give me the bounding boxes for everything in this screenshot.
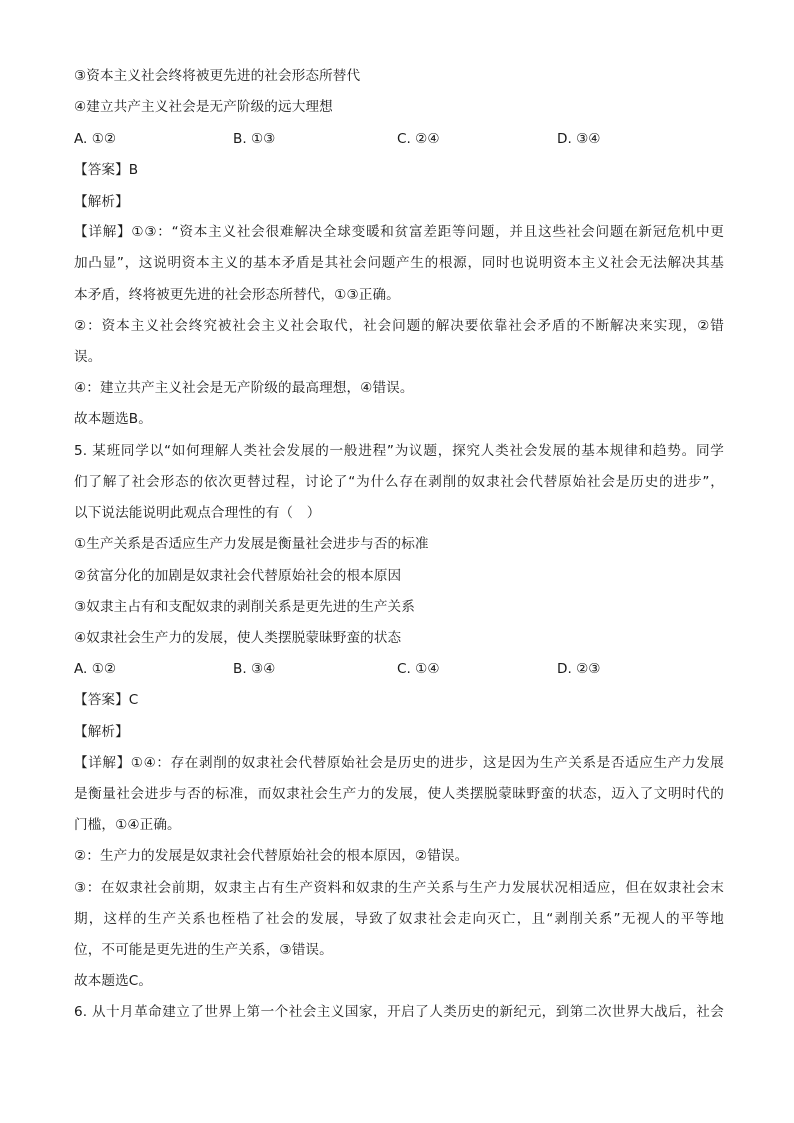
q4-item-3: ③资本主义社会终将被更先进的社会形态所替代 — [74, 68, 361, 84]
q5-item-3: ③奴隶主占有和支配奴隶的剥削关系是更先进的生产关系 — [74, 599, 415, 615]
q4-option-d: D. ③④ — [557, 131, 601, 147]
q4-analysis-heading: 【解析】 — [74, 194, 129, 210]
q4-detail-line-1: 【详解】①③：“资本主义社会很难解决全球变暖和贫富差距等问题，并且这些社会问题在新冠危机中更 — [74, 224, 724, 240]
q5-detail-line-4: ②：生产力的发展是奴隶社会代替原始社会的根本原因，②错误。 — [74, 848, 469, 864]
q5-stem-line-2: 们了解了社会形态的依次更替过程，讨论了“为什么存在剥削的奴隶社会代替原始社会是历史的进步”， — [74, 474, 724, 490]
q5-item-4: ④奴隶社会生产力的发展，使人类摆脱蒙昧野蛮的状态 — [74, 630, 402, 646]
q5-stem-line-1: 5. 某班同学以“如何理解人类社会发展的一般进程”为议题，探究人类社会发展的基本规律和趋势。同学 — [74, 443, 724, 459]
q5-answer: 【答案】C — [74, 692, 139, 708]
q5-conclusion: 故本题选C。 — [74, 973, 153, 989]
q4-answer: 【答案】B — [74, 162, 139, 178]
q5-analysis-heading: 【解析】 — [74, 724, 129, 740]
q4-option-c: C. ②④ — [397, 131, 440, 147]
q4-detail-line-4: ②：资本主义社会终究被社会主义社会取代，社会问题的解决要依靠社会矛盾的不断解决来实现，②错 — [74, 318, 724, 334]
q4-conclusion: 故本题选B。 — [74, 411, 152, 427]
q5-detail-line-7: 位，不可能是更先进的生产关系，③错误。 — [74, 942, 333, 958]
q5-detail-line-6: 期，这样的生产关系也桎梏了社会的发展，导致了奴隶社会走向灭亡，且“剥削关系”无视人的平等地 — [74, 911, 724, 927]
q5-detail-line-5: ③：在奴隶社会前期，奴隶主占有生产资料和奴隶的生产关系与生产力发展状况相适应，但在奴隶社会末 — [74, 880, 724, 896]
q5-item-2: ②贫富分化的加剧是奴隶社会代替原始社会的根本原因 — [74, 568, 402, 584]
q4-detail-line-6: ④：建立共产主义社会是无产阶级的最高理想，④错误。 — [74, 380, 414, 396]
q5-option-a: A. ①② — [74, 661, 117, 677]
q5-option-b: B. ③④ — [233, 661, 276, 677]
q6-stem-line-1: 6. 从十月革命建立了世界上第一个社会主义国家，开启了人类历史的新纪元，到第二次世界大战后，社会 — [74, 1004, 724, 1020]
q4-item-4: ④建立共产主义社会是无产阶级的远大理想 — [74, 99, 333, 115]
q5-item-1: ①生产关系是否适应生产力发展是衡量社会进步与否的标准 — [74, 536, 429, 552]
q5-stem-line-3: 以下说法能说明此观点合理性的有（ ） — [74, 505, 321, 521]
q5-detail-line-3: 门槛，①④正确。 — [74, 817, 181, 833]
q5-option-c: C. ①④ — [397, 661, 440, 677]
q5-option-d: D. ②③ — [557, 661, 601, 677]
q4-detail-line-2: 加凸显”，这说明资本主义的基本矛盾是其社会问题产生的根源，同时也说明资本主义社会无法解决其基 — [74, 255, 724, 271]
q4-option-b: B. ①③ — [233, 131, 276, 147]
q4-detail-line-5: 误。 — [74, 349, 102, 365]
q5-detail-line-1: 【详解】①④：存在剥削的奴隶社会代替原始社会是历史的进步，这是因为生产关系是否适应生产力发展 — [74, 755, 724, 771]
q4-option-a: A. ①② — [74, 131, 117, 147]
q4-detail-line-3: 本矛盾，终将被更先进的社会形态所替代，①③正确。 — [74, 287, 400, 303]
q5-detail-line-2: 是衡量社会进步与否的标准，而奴隶社会生产力的发展，使人类摆脱蒙昧野蛮的状态，迈入了文明时代的 — [74, 786, 724, 802]
